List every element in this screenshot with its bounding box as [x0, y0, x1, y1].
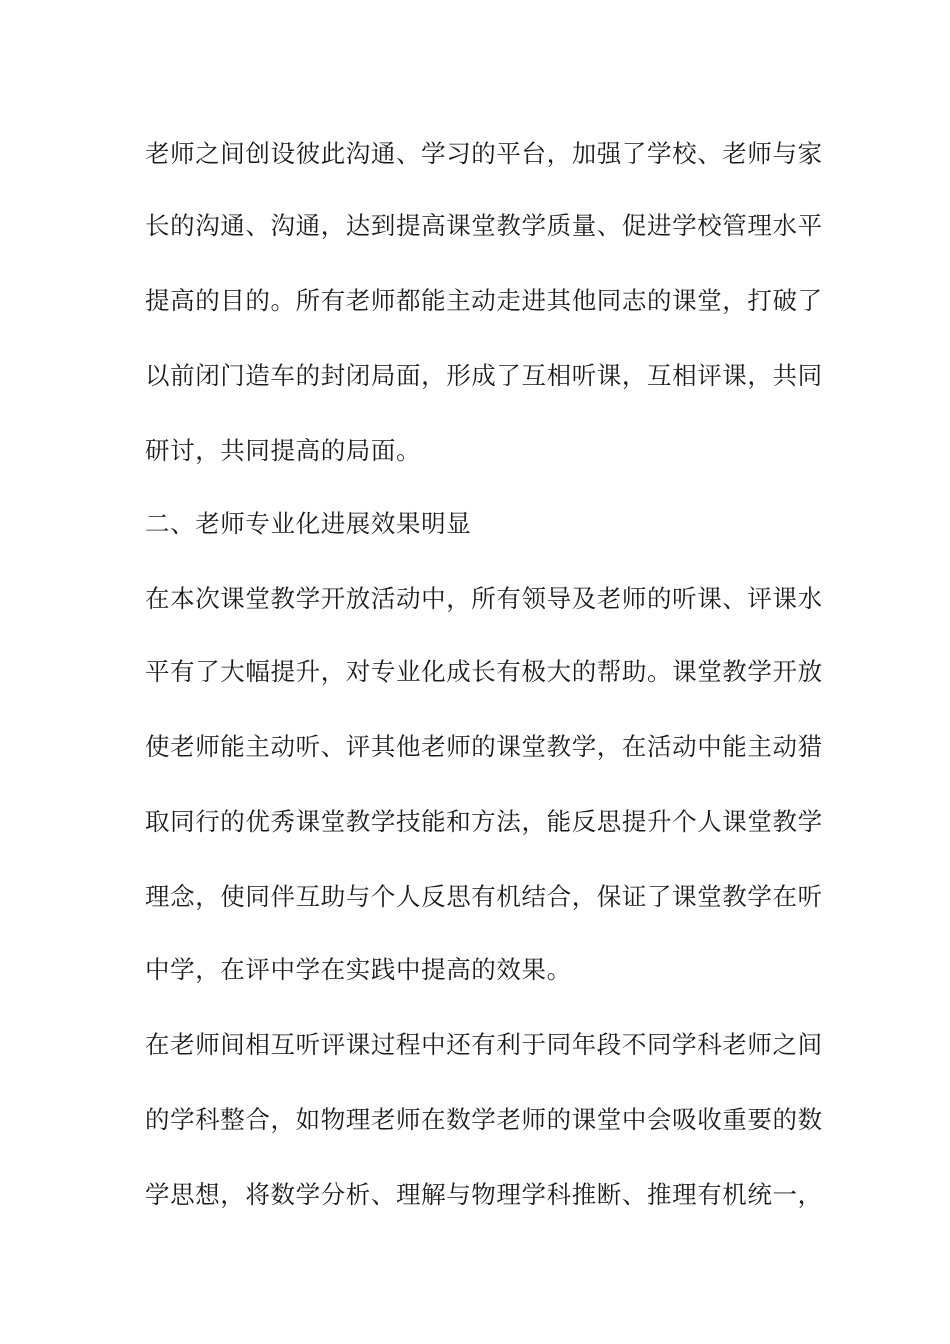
paragraph-2-line-3: 使老师能主动听、评其他老师的课堂教学，在活动中能主动猎: [145, 732, 823, 761]
paragraph-1-line-1: 老师之间创设彼此沟通、学习的平台，加强了学校、老师与家: [145, 139, 823, 168]
paragraph-2-line-2: 平有了大幅提升，对专业化成长有极大的帮助。课堂教学开放: [145, 657, 823, 686]
paragraph-2-line-6: 中学，在评中学在实践中提高的效果。: [145, 955, 572, 984]
paragraph-2-line-5: 理念，使同伴互助与个人反思有机结合，保证了课堂教学在听: [145, 882, 823, 911]
paragraph-3-line-1: 在老师间相互听评课过程中还有利于同年段不同学科老师之间: [145, 1030, 823, 1059]
paragraph-2-line-1: 在本次课堂教学开放活动中，所有领导及老师的听课、评课水: [145, 584, 823, 613]
paragraph-2-line-4: 取同行的优秀课堂教学技能和方法，能反思提升个人课堂教学: [145, 807, 823, 836]
section-heading: 二、老师专业化进展效果明显: [145, 509, 472, 538]
paragraph-3-line-3: 学思想，将数学分析、理解与物理学科推断、推理有机统一，: [145, 1180, 823, 1209]
paragraph-1-line-5: 研讨，共同提高的局面。: [145, 436, 422, 465]
paragraph-1-line-3: 提高的目的。所有老师都能主动走进其他同志的课堂，打破了: [145, 286, 823, 315]
paragraph-1-line-2: 长的沟通、沟通，达到提高课堂教学质量、促进学校管理水平: [145, 211, 823, 240]
paragraph-3-line-2: 的学科整合，如物理老师在数学老师的课堂中会吸收重要的数: [145, 1105, 823, 1134]
paragraph-1-line-4: 以前闭门造车的封闭局面，形成了互相听课，互相评课，共同: [145, 361, 823, 390]
